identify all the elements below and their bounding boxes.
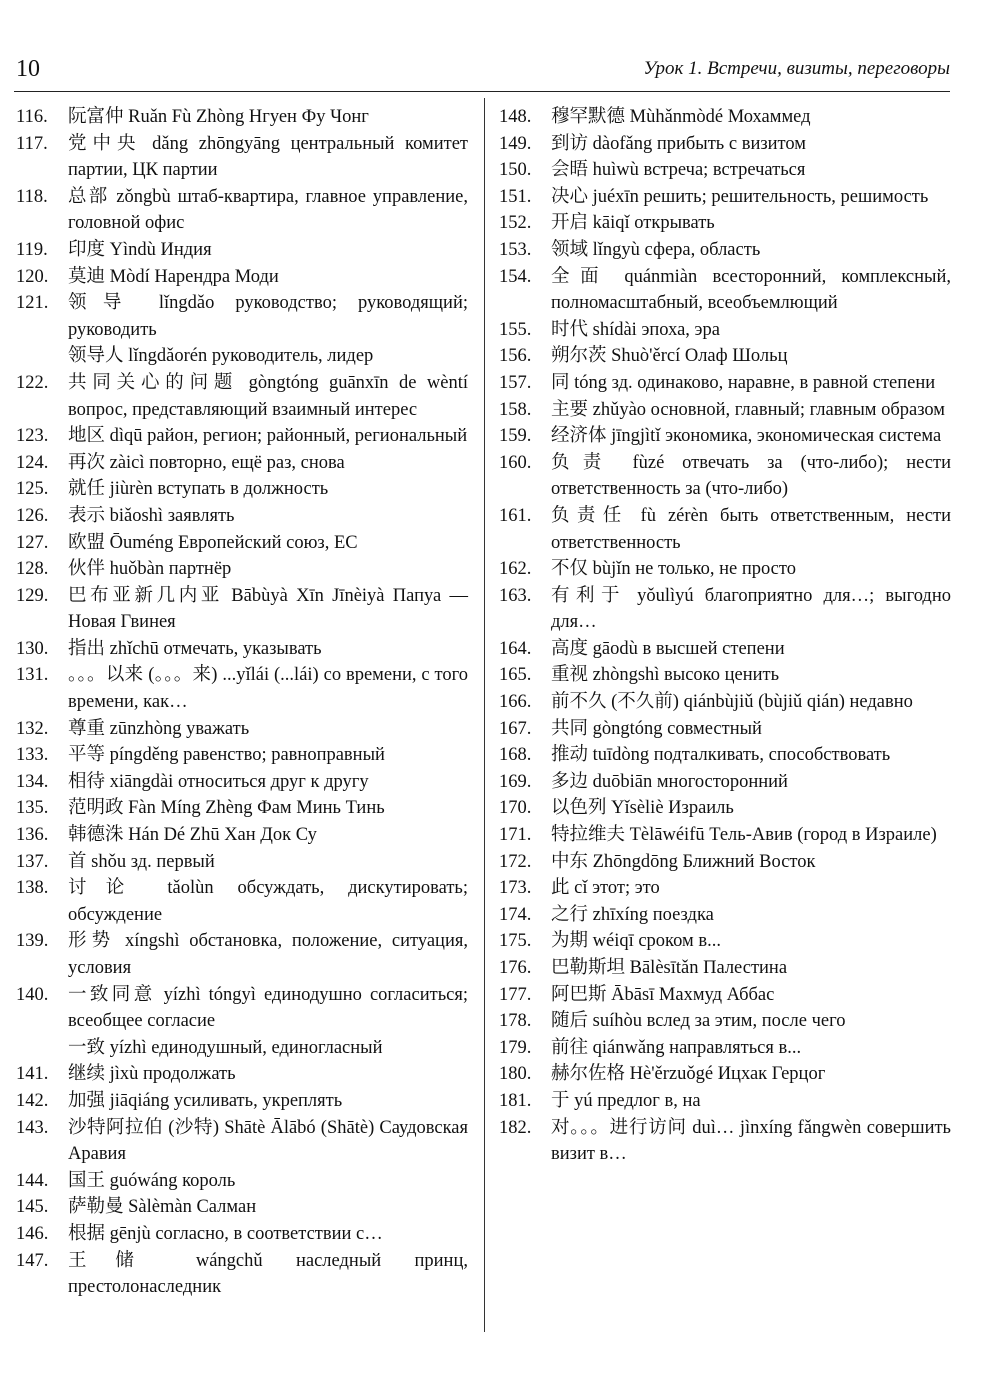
glossary-entry xyxy=(16,1168,468,1195)
entry-subline: 领导人 lǐngdǎorén руководитель, лидер xyxy=(68,346,374,367)
entry-text: 到访 dàofǎng прибыть с визитом xyxy=(551,133,806,154)
entry-text: 加强 jiāqiáng усиливать, укреплять xyxy=(68,1090,343,1111)
entry-text: 中东 Zhōngdōng Ближний Восток xyxy=(551,851,816,872)
entry-text: 有利于 yǒulìyú благоприятно для…; выгодно для… xyxy=(551,585,951,633)
entry-text: 指出 zhǐchū отмечать, указывать xyxy=(68,638,322,659)
glossary-entry xyxy=(16,264,468,291)
entry-number: 176. xyxy=(499,958,532,978)
entry-number: 177. xyxy=(499,984,532,1005)
entry-number: 154. xyxy=(499,266,532,287)
entry-number: 156. xyxy=(499,346,532,367)
glossary-entry xyxy=(499,264,951,317)
entry-text: 韩德洙 Hán Dé Zhū Хан Док Су xyxy=(68,825,317,846)
entry-number: 152. xyxy=(499,213,532,234)
entry-text: 对。。。进行访问 duì… jìnxíng fǎngwèn совершить визит в… xyxy=(551,1117,951,1165)
glossary-entry xyxy=(499,716,951,743)
entry-text: 领域 lǐngyù сфера, область xyxy=(551,239,761,260)
glossary-entry xyxy=(16,1248,468,1301)
entry-text: 首 shǒu зд. первый xyxy=(68,851,215,872)
entry-number: 179. xyxy=(499,1037,532,1058)
glossary-entry xyxy=(16,370,468,423)
running-title: Урок 1. Встречи, визиты, переговоры xyxy=(643,58,950,79)
entry-number: 136. xyxy=(16,825,49,846)
entry-number: 182. xyxy=(499,1117,532,1138)
glossary-entry xyxy=(499,556,951,583)
entry-number: 151. xyxy=(499,186,532,207)
glossary-entry xyxy=(16,716,468,743)
entry-number: 171. xyxy=(499,825,532,846)
entry-number: 131. xyxy=(16,665,49,686)
entry-number: 116. xyxy=(16,107,48,127)
glossary-entry xyxy=(499,1061,951,1088)
entry-text: 表示 biǎoshì заявлять xyxy=(68,505,235,526)
glossary-entry xyxy=(16,769,468,796)
glossary-entry xyxy=(499,1035,951,1062)
entry-number: 135. xyxy=(16,798,49,819)
entry-text: 特拉维夫 Tèlāwéifū Тель-Авив (город в Израиле) xyxy=(551,825,937,846)
entry-number: 144. xyxy=(16,1170,49,1191)
entry-text: 范明政 Fàn Míng Zhèng Фам Минь Тинь xyxy=(68,798,385,819)
glossary-entry xyxy=(16,982,468,1035)
glossary-entry xyxy=(499,636,951,663)
entry-text: 王储 wángchǔ наследный принц, престолонаследник xyxy=(68,1250,468,1298)
glossary-entry xyxy=(499,1115,951,1168)
entry-text: 根据 gēnjù согласно, в соответствии с… xyxy=(68,1223,383,1244)
entry-text: 阮富仲 Ruǎn Fù Zhòng Нгуен Фу Чонг xyxy=(68,107,369,127)
glossary-entry xyxy=(499,397,951,424)
page-number: 10 xyxy=(16,56,40,82)
entry-subline: 一致 yízhì единодушный, единогласный xyxy=(68,1037,383,1058)
entry-number: 119. xyxy=(16,239,48,260)
glossary-entry xyxy=(16,556,468,583)
entry-text: 经济体 jīngjìtǐ экономика, экономическая система xyxy=(551,426,942,447)
entry-number: 161. xyxy=(499,505,532,526)
entry-text: 高度 gāodù в высшей степени xyxy=(551,638,785,659)
right-column xyxy=(499,104,951,1168)
entry-text: 之行 zhīxíng поездка xyxy=(551,904,714,925)
glossary-entry xyxy=(499,662,951,689)
glossary-entry xyxy=(16,290,468,343)
glossary-entry xyxy=(499,928,951,955)
glossary-entry xyxy=(499,423,951,450)
entry-text: 前往 qiánwǎng направляться в... xyxy=(551,1037,802,1058)
entry-text: 全面 quánmiàn всесторонний, комплексный, полномасштабный, всеобъемлющий xyxy=(551,266,951,314)
entry-number: 164. xyxy=(499,638,532,659)
entry-number: 121. xyxy=(16,293,49,314)
entry-text: 赫尔佐格 Hè'ěrzuǒgé Ицхак Герцог xyxy=(551,1064,826,1085)
entry-text: 萨勒曼 Sàlèmàn Салман xyxy=(68,1197,257,1218)
entry-number: 126. xyxy=(16,505,49,526)
entry-number: 141. xyxy=(16,1064,49,1085)
glossary-entry xyxy=(16,662,468,715)
entry-number: 145. xyxy=(16,1197,49,1218)
entry-text: 继续 jìxù продолжать xyxy=(68,1064,236,1085)
entry-number: 157. xyxy=(499,372,532,393)
entry-text: 阿巴斯 Ābāsī Махмуд Аббас xyxy=(551,984,775,1005)
glossary-entry xyxy=(499,982,951,1009)
header-rule xyxy=(14,91,950,92)
glossary-entry xyxy=(499,1008,951,1035)
glossary-entry xyxy=(499,1088,951,1115)
entry-text: 相待 xiāngdài относиться друг к другу xyxy=(68,771,369,792)
glossary-entry xyxy=(499,343,951,370)
glossary-entry xyxy=(16,928,468,981)
entry-number: 165. xyxy=(499,665,532,686)
entry-text: 共同关心的问题 gòngtóng guānxīn de wèntí вопрос, представляющий взаимный интерес xyxy=(68,372,468,420)
entry-number: 149. xyxy=(499,133,532,154)
glossary-entry xyxy=(499,450,951,503)
glossary-entry xyxy=(16,131,468,184)
glossary-entry xyxy=(499,237,951,264)
glossary-entry xyxy=(499,583,951,636)
entry-number: 159. xyxy=(499,426,532,447)
glossary-entry xyxy=(16,1221,468,1248)
entry-number: 181. xyxy=(499,1090,532,1111)
entry-number: 129. xyxy=(16,585,49,606)
entry-text: 不仅 bùjǐn не только, не просто xyxy=(551,559,796,580)
entry-number: 178. xyxy=(499,1011,532,1032)
glossary-entry xyxy=(16,583,468,636)
entry-number: 132. xyxy=(16,718,49,739)
glossary-entry xyxy=(499,769,951,796)
column-divider xyxy=(484,98,485,1332)
entry-text: 形势 xíngshì обстановка, положение, ситуация, условия xyxy=(68,931,468,978)
entry-number: 128. xyxy=(16,559,49,580)
entry-number: 143. xyxy=(16,1117,49,1138)
entry-number: 155. xyxy=(499,319,532,340)
entry-number: 168. xyxy=(499,745,532,766)
entry-text: 地区 dìqū район, регион; районный, региональный xyxy=(68,426,468,447)
glossary-entry xyxy=(499,317,951,344)
entry-number: 175. xyxy=(499,931,532,952)
glossary-entry xyxy=(499,795,951,822)
entry-text: 印度 Yìndù Индия xyxy=(68,239,212,260)
entry-number: 158. xyxy=(499,399,532,420)
entry-number: 147. xyxy=(16,1250,49,1271)
entry-number: 123. xyxy=(16,426,49,447)
entry-number: 160. xyxy=(499,452,532,473)
glossary-entry xyxy=(499,503,951,556)
glossary-entry xyxy=(16,795,468,822)
entry-number: 166. xyxy=(499,692,532,713)
entry-number: 120. xyxy=(16,266,49,287)
entry-text: 欧盟 Ōuméng Европейский союз, ЕС xyxy=(68,532,358,553)
glossary-entry xyxy=(16,636,468,663)
entry-text: 负责任 fù zérèn быть ответственным, нести ответственность xyxy=(551,505,951,553)
entry-number: 169. xyxy=(499,771,532,792)
glossary-entry xyxy=(499,131,951,158)
glossary-entry xyxy=(16,237,468,264)
glossary-entry xyxy=(16,1061,468,1088)
entry-text: 党中央 dǎng zhōngyāng центральный комитет партии, ЦК партии xyxy=(68,133,468,181)
glossary-entry xyxy=(16,476,468,503)
entry-number: 163. xyxy=(499,585,532,606)
glossary-entry xyxy=(499,875,951,902)
glossary-entry xyxy=(16,450,468,477)
entry-text: 尊重 zūnzhòng уважать xyxy=(68,718,250,739)
entry-text: 再次 zàicì повторно, ещё раз, снова xyxy=(68,452,345,473)
glossary-entry xyxy=(16,1088,468,1115)
entry-text: 一致同意 yízhì tóngyì единодушно согласиться; всеобщее согласие xyxy=(68,984,468,1032)
glossary-entry xyxy=(499,210,951,237)
entry-text: 多边 duōbiān многосторонний xyxy=(551,771,788,792)
glossary-entry xyxy=(499,822,951,849)
entry-number: 130. xyxy=(16,638,49,659)
glossary-entry xyxy=(16,822,468,849)
entry-number: 139. xyxy=(16,931,49,952)
glossary-entry xyxy=(16,1115,468,1168)
entry-number: 133. xyxy=(16,745,49,766)
entry-text: 莫迪 Mòdí Нарендра Моди xyxy=(68,266,279,287)
entry-number: 173. xyxy=(499,878,532,899)
entry-text: 随后 suíhòu вслед за этим, после чего xyxy=(551,1011,846,1032)
entry-text: 平等 píngděng равенство; равноправный xyxy=(68,745,385,766)
entry-text: 推动 tuīdòng подталкивать, способствовать xyxy=(551,745,891,766)
entry-text: 巴布亚新几内亚 Bābùyà Xīn Jīnèiyà Папуа — Новая Гвинея xyxy=(68,585,468,633)
entry-text: 会晤 huìwù встреча; встречаться xyxy=(551,160,806,181)
entry-number: 148. xyxy=(499,107,532,127)
glossary-entry xyxy=(16,104,468,131)
glossary-entry xyxy=(499,849,951,876)
entry-number: 138. xyxy=(16,878,49,899)
entry-number: 140. xyxy=(16,984,49,1005)
page-header xyxy=(14,52,950,86)
entry-text: 此 cǐ этот; это xyxy=(551,878,660,899)
glossary-entry xyxy=(16,530,468,557)
entry-number: 180. xyxy=(499,1064,532,1085)
entry-text: 主要 zhǔyào основной, главный; главным образом xyxy=(551,399,946,420)
entry-text: 总部 zǒngbù штаб-квартира, главное управление, головной офис xyxy=(68,186,468,234)
entry-number: 174. xyxy=(499,904,532,925)
glossary-entry xyxy=(499,742,951,769)
entry-text: 伙伴 huǒbàn партнёр xyxy=(68,559,232,580)
glossary-entry xyxy=(16,849,468,876)
entry-text: 国王 guówáng король xyxy=(68,1170,236,1191)
glossary-entry xyxy=(16,875,468,928)
glossary-entry xyxy=(16,742,468,769)
glossary-entry xyxy=(16,503,468,530)
entry-text: 负责 fùzé отвечать за (что-либо); нести ответственность за (что-либо) xyxy=(551,452,951,500)
entry-text: 讨论 tǎolùn обсуждать, дискутировать; обсуждение xyxy=(68,878,468,925)
glossary-entry xyxy=(16,184,468,237)
entry-number: 142. xyxy=(16,1090,49,1111)
glossary-entry xyxy=(499,184,951,211)
entry-text: 朔尔茨 Shuò'ěrcí Олаф Шольц xyxy=(551,346,788,367)
left-column xyxy=(16,104,468,1301)
entry-number: 134. xyxy=(16,771,49,792)
entry-text: 重视 zhòngshì высоко ценить xyxy=(551,665,780,686)
entry-number: 127. xyxy=(16,532,49,553)
entry-text: 于 yú предлог в, на xyxy=(551,1090,701,1111)
entry-number: 153. xyxy=(499,239,532,260)
entry-number: 146. xyxy=(16,1223,49,1244)
entry-number: 137. xyxy=(16,851,49,872)
entry-text: 同 tóng зд. одинаково, наравне, в равной степени xyxy=(551,372,936,393)
glossary-entry xyxy=(499,689,951,716)
glossary-entry xyxy=(16,423,468,450)
glossary-entry xyxy=(499,157,951,184)
entry-text: 穆罕默德 Mùhǎnmòdé Мохаммед xyxy=(551,107,811,127)
entry-number: 117. xyxy=(16,133,48,154)
glossary-entry xyxy=(499,104,951,131)
entry-number: 170. xyxy=(499,798,532,819)
entry-number: 167. xyxy=(499,718,532,739)
entry-text: 。。。以来 (。。。来) ...yǐlái (...lái) со времени, с того времени, как… xyxy=(68,665,468,713)
entry-text: 为期 wéiqī сроком в... xyxy=(551,931,721,952)
entry-text: 就任 jiùrèn вступать в должность xyxy=(68,479,329,500)
entry-number: 125. xyxy=(16,479,49,500)
glossary-entry xyxy=(499,370,951,397)
entry-number: 124. xyxy=(16,452,49,473)
entry-number: 172. xyxy=(499,851,532,872)
glossary-entry xyxy=(499,902,951,929)
entry-number: 118. xyxy=(16,186,48,207)
entry-text: 沙特阿拉伯 (沙特) Shātè Ālābó (Shātè) Саудовская Аравия xyxy=(68,1117,468,1165)
entry-text: 共同 gòngtóng совместный xyxy=(551,718,762,739)
entry-number: 162. xyxy=(499,559,532,580)
entry-text: 领导 lǐngdǎo руководство; руководящий; руководить xyxy=(68,293,468,340)
glossary-entry xyxy=(16,1194,468,1221)
entry-text: 时代 shídài эпоха, эра xyxy=(551,319,720,340)
entry-number: 122. xyxy=(16,372,49,393)
entry-text: 以色列 Yǐsèliè Израиль xyxy=(551,798,734,819)
entry-text: 前不久 (不久前) qiánbùjiǔ (bùjiǔ qián) недавно xyxy=(551,692,913,713)
entry-number: 150. xyxy=(499,160,532,181)
glossary-entry xyxy=(499,955,951,982)
entry-text: 巴勒斯坦 Bālèsītǎn Палестина xyxy=(551,958,788,978)
entry-text: 决心 juéxīn решить; решительность, решимость xyxy=(551,186,929,207)
entry-text: 开启 kāiqǐ открывать xyxy=(551,213,715,234)
